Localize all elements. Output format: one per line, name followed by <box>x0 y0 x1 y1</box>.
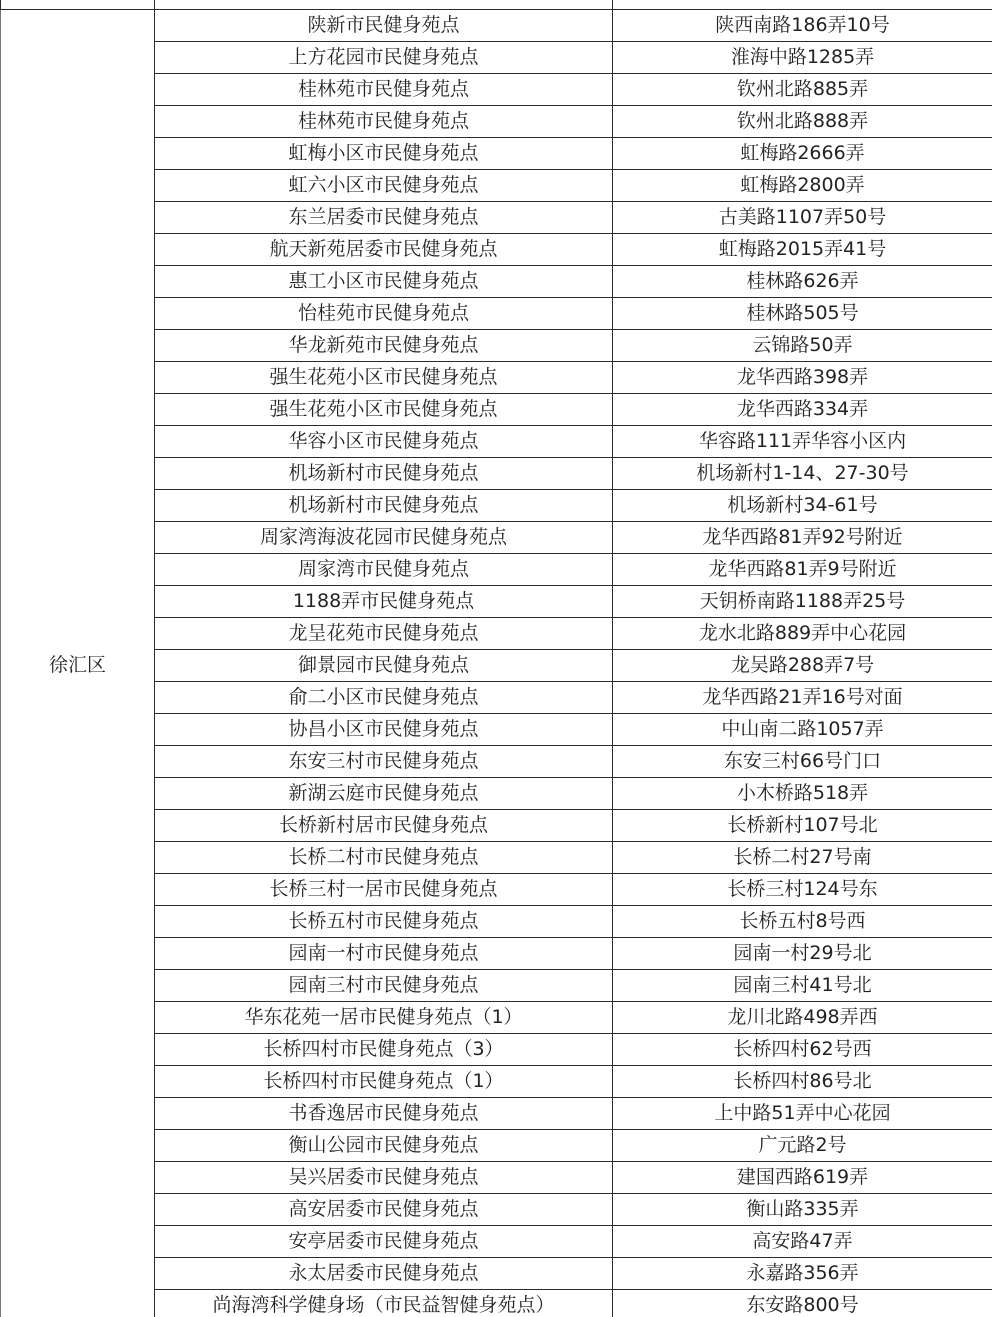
venue-name-cell: 长桥四村市民健身苑点（3） <box>155 1034 613 1066</box>
venue-name-cell: 协昌小区市民健身苑点 <box>155 714 613 746</box>
venue-name-cell: 园南一村市民健身苑点 <box>155 938 613 970</box>
venue-address-cell: 淮海中路1285弄 <box>613 42 992 74</box>
venue-address-cell: 陕西南路186弄10号 <box>613 10 992 42</box>
venue-name-cell: 航天新苑居委市民健身苑点 <box>155 234 613 266</box>
venue-address-cell: 长桥四村62号西 <box>613 1034 992 1066</box>
venue-name-cell: 惠工小区市民健身苑点 <box>155 266 613 298</box>
venue-name-cell: 强生花苑小区市民健身苑点 <box>155 362 613 394</box>
venue-address-cell: 桂林路626弄 <box>613 266 992 298</box>
venue-name-cell: 长桥四村市民健身苑点（1） <box>155 1066 613 1098</box>
venue-address-cell: 长桥新村107号北 <box>613 810 992 842</box>
venue-address-cell: 东安三村66号门口 <box>613 746 992 778</box>
venue-address-cell: 龙华西路81弄9号附近 <box>613 554 992 586</box>
venue-address-cell: 龙川北路498弄西 <box>613 1002 992 1034</box>
venue-address-cell: 长桥四村86号北 <box>613 1066 992 1098</box>
venue-name-cell: 俞二小区市民健身苑点 <box>155 682 613 714</box>
venue-name-cell: 东安三村市民健身苑点 <box>155 746 613 778</box>
venue-address-cell: 龙水北路889弄中心花园 <box>613 618 992 650</box>
venue-name-cell: 东兰居委市民健身苑点 <box>155 202 613 234</box>
venue-address-cell: 古美路1107弄50号 <box>613 202 992 234</box>
venue-address-cell: 桂林路505号 <box>613 298 992 330</box>
venue-name-cell: 桂林苑市民健身苑点 <box>155 106 613 138</box>
venue-address-cell: 广元路2号 <box>613 1130 992 1162</box>
venue-address-cell: 高安路47弄 <box>613 1226 992 1258</box>
venue-name-cell: 周家湾海波花园市民健身苑点 <box>155 522 613 554</box>
venue-address-cell: 东安路800号 <box>613 1290 992 1317</box>
table-row-partial <box>1 0 992 10</box>
venue-address-cell: 龙华西路81弄92号附近 <box>613 522 992 554</box>
venue-name-cell: 虹六小区市民健身苑点 <box>155 170 613 202</box>
venue-name-cell: 长桥三村一居市民健身苑点 <box>155 874 613 906</box>
venue-name-cell: 怡桂苑市民健身苑点 <box>155 298 613 330</box>
venue-address-cell: 中山南二路1057弄 <box>613 714 992 746</box>
venue-name-cell: 桂林苑市民健身苑点 <box>155 74 613 106</box>
venue-name-cell: 御景园市民健身苑点 <box>155 650 613 682</box>
venue-address-cell: 龙华西路21弄16号对面 <box>613 682 992 714</box>
venue-address-cell: 虹梅路2666弄 <box>613 138 992 170</box>
venue-address-cell: 永嘉路356弄 <box>613 1258 992 1290</box>
venue-address-cell: 华容路111弄华容小区内 <box>613 426 992 458</box>
venue-address-cell: 建国西路619弄 <box>613 1162 992 1194</box>
venue-name-cell: 龙呈花苑市民健身苑点 <box>155 618 613 650</box>
venue-name-cell: 书香逸居市民健身苑点 <box>155 1098 613 1130</box>
venue-name-cell: 1188弄市民健身苑点 <box>155 586 613 618</box>
venue-address-cell: 钦州北路885弄 <box>613 74 992 106</box>
venue-address-cell: 园南三村41号北 <box>613 970 992 1002</box>
venue-name-cell: 高安居委市民健身苑点 <box>155 1194 613 1226</box>
venue-address-cell <box>613 0 992 10</box>
venue-name-cell: 尚海湾科学健身场（市民益智健身苑点） <box>155 1290 613 1317</box>
venue-name-cell: 园南三村市民健身苑点 <box>155 970 613 1002</box>
venue-address-cell: 云锦路50弄 <box>613 330 992 362</box>
venue-address-cell: 钦州北路888弄 <box>613 106 992 138</box>
venue-address-cell: 长桥三村124号东 <box>613 874 992 906</box>
venue-name-cell <box>155 0 613 10</box>
venue-name-cell: 虹梅小区市民健身苑点 <box>155 138 613 170</box>
venue-name-cell: 衡山公园市民健身苑点 <box>155 1130 613 1162</box>
venue-address-cell: 长桥五村8号西 <box>613 906 992 938</box>
venue-name-cell: 华龙新苑市民健身苑点 <box>155 330 613 362</box>
venue-address-cell: 长桥二村27号南 <box>613 842 992 874</box>
venue-name-cell: 周家湾市民健身苑点 <box>155 554 613 586</box>
venue-name-cell: 上方花园市民健身苑点 <box>155 42 613 74</box>
venue-name-cell: 吴兴居委市民健身苑点 <box>155 1162 613 1194</box>
venue-name-cell: 华容小区市民健身苑点 <box>155 426 613 458</box>
venue-name-cell: 永太居委市民健身苑点 <box>155 1258 613 1290</box>
venue-address-cell: 上中路51弄中心花园 <box>613 1098 992 1130</box>
venue-name-cell: 长桥新村居市民健身苑点 <box>155 810 613 842</box>
venue-address-cell: 衡山路335弄 <box>613 1194 992 1226</box>
venue-address-cell: 虹梅路2800弄 <box>613 170 992 202</box>
venue-name-cell: 机场新村市民健身苑点 <box>155 490 613 522</box>
venue-address-cell: 园南一村29号北 <box>613 938 992 970</box>
venue-address-cell: 虹梅路2015弄41号 <box>613 234 992 266</box>
venue-address-cell: 龙吴路288弄7号 <box>613 650 992 682</box>
venue-address-cell: 小木桥路518弄 <box>613 778 992 810</box>
venue-name-cell: 新湖云庭市民健身苑点 <box>155 778 613 810</box>
venue-name-cell: 长桥二村市民健身苑点 <box>155 842 613 874</box>
venue-name-cell: 长桥五村市民健身苑点 <box>155 906 613 938</box>
venue-name-cell: 陕新市民健身苑点 <box>155 10 613 42</box>
venue-name-cell: 强生花苑小区市民健身苑点 <box>155 394 613 426</box>
venue-address-cell: 机场新村1-14、27-30号 <box>613 458 992 490</box>
district-cell: 徐汇区 <box>1 10 155 1317</box>
district-cell-partial <box>1 0 155 10</box>
venue-address-cell: 天钥桥南路1188弄25号 <box>613 586 992 618</box>
venue-name-cell: 华东花苑一居市民健身苑点（1） <box>155 1002 613 1034</box>
venue-address-cell: 机场新村34-61号 <box>613 490 992 522</box>
venue-address-cell: 龙华西路334弄 <box>613 394 992 426</box>
table-row <box>1 10 992 42</box>
venue-address-cell: 龙华西路398弄 <box>613 362 992 394</box>
venue-name-cell: 安亭居委市民健身苑点 <box>155 1226 613 1258</box>
venue-name-cell: 机场新村市民健身苑点 <box>155 458 613 490</box>
